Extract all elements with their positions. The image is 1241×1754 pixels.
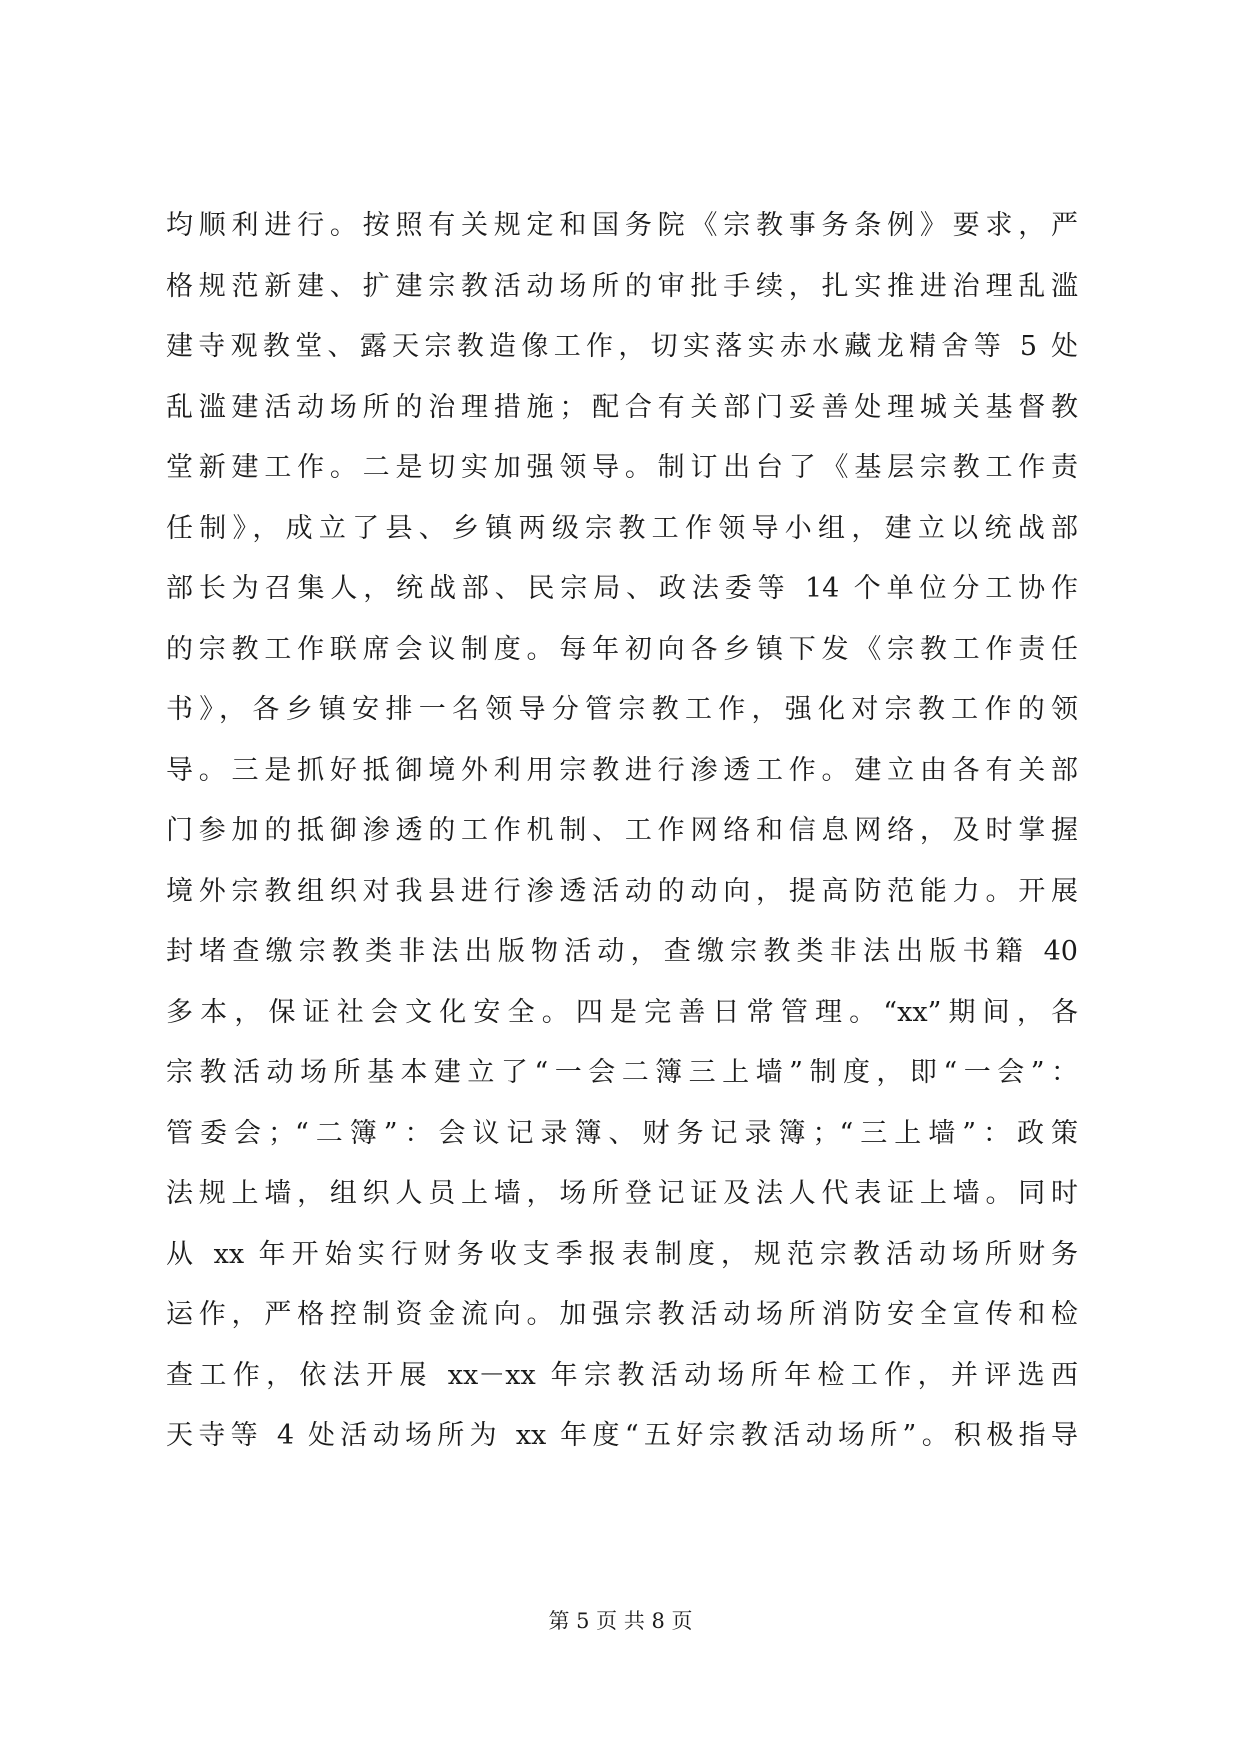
text-line: 管委会；“二簿”：会议记录簿、财务记录簿；“三上墙”：政策	[166, 1117, 1078, 1149]
text-line: 查工作，依法开展 xx－xx 年宗教活动场所年检工作，并评选西	[166, 1359, 1078, 1391]
text-line: 多本，保证社会文化安全。四是完善日常管理。“xx”期间，各	[166, 996, 1078, 1028]
text-line: 格规范新建、扩建宗教活动场所的审批手续，扎实推进治理乱滥	[166, 270, 1078, 302]
text-line: 导。三是抓好抵御境外利用宗教进行渗透工作。建立由各有关部	[166, 754, 1078, 786]
text-line: 均顺利进行。按照有关规定和国务院《宗教事务条例》要求，严	[166, 210, 1078, 241]
text-line: 堂新建工作。二是切实加强领导。制订出台了《基层宗教工作责	[166, 452, 1078, 483]
text-line: 乱滥建活动场所的治理措施；配合有关部门妥善处理城关基督教	[166, 391, 1078, 423]
text-line: 运作，严格控制资金流向。加强宗教活动场所消防安全宣传和检	[166, 1299, 1078, 1330]
text-line: 从 xx 年开始实行财务收支季报表制度，规范宗教活动场所财务	[166, 1238, 1078, 1270]
text-line: 境外宗教组织对我县进行渗透活动的动向，提高防范能力。开展	[166, 875, 1078, 907]
text-line: 封堵查缴宗教类非法出版物活动，查缴宗教类非法出版书籍 40	[166, 936, 1078, 967]
text-line: 法规上墙，组织人员上墙，场所登记证及法人代表证上墙。同时	[166, 1178, 1078, 1209]
text-line: 的宗教工作联席会议制度。每年初向各乡镇下发《宗教工作责任	[166, 633, 1078, 665]
text-line: 书》，各乡镇安排一名领导分管宗教工作，强化对宗教工作的领	[166, 694, 1078, 725]
page-footer: 第 5 页 共 8 页	[548, 1609, 693, 1633]
body-paragraph	[166, 196, 1078, 1467]
text-line: 天寺等 4 处活动场所为 xx 年度“五好宗教活动场所”。积极指导	[166, 1420, 1078, 1451]
text-line: 门参加的抵御渗透的工作机制、工作网络和信息网络，及时掌握	[166, 815, 1078, 846]
text-line: 建寺观教堂、露天宗教造像工作，切实落实赤水藏龙精舍等 5 处	[166, 331, 1078, 362]
text-line: 任制》，成立了县、乡镇两级宗教工作领导小组，建立以统战部	[166, 512, 1078, 544]
text-line: 部长为召集人，统战部、民宗局、政法委等 14 个单位分工协作	[166, 573, 1078, 604]
text-line: 宗教活动场所基本建立了“一会二簿三上墙”制度，即“一会”：	[166, 1057, 1078, 1088]
